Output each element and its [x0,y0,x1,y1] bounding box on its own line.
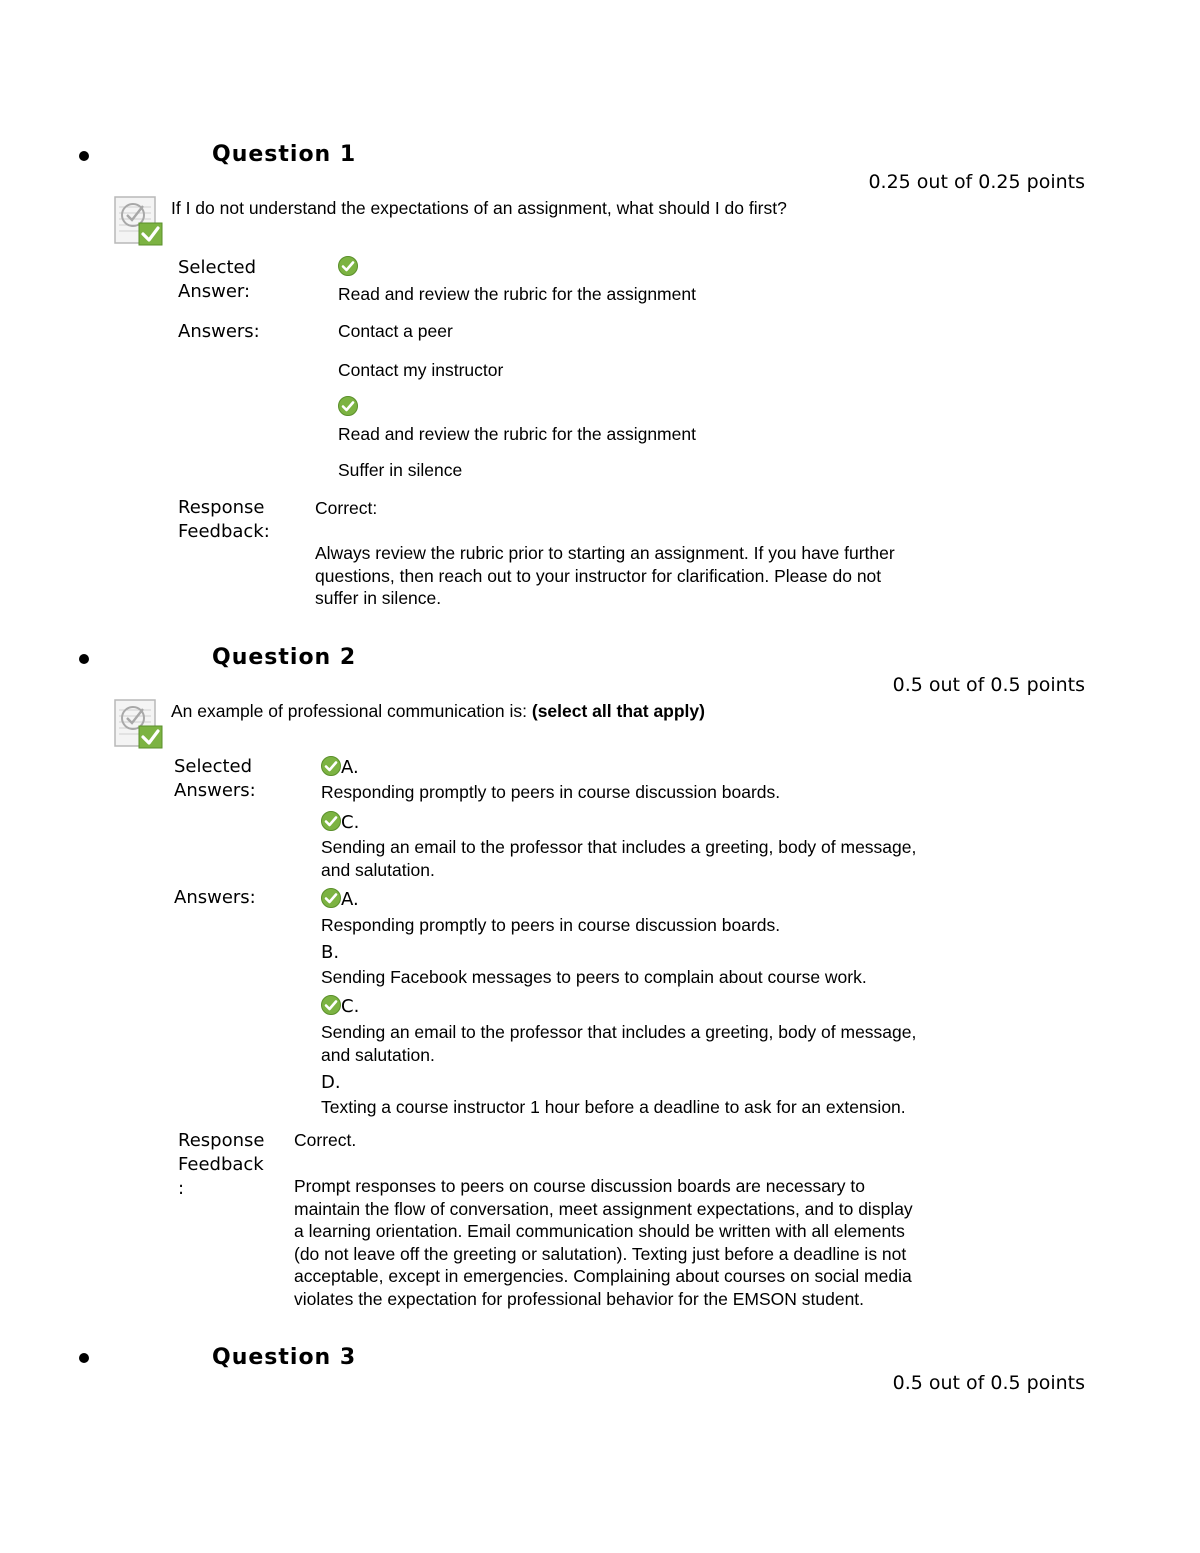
green-checkmark-icon [338,256,358,276]
response-feedback-label: Response Feedback: [178,497,270,542]
answer-option-correct: Sending an email to the professor that includes a greeting, body of message, and salutation. [321,1022,917,1065]
answers-label: Answers: [178,321,260,342]
green-checkmark-icon [321,995,341,1015]
answer-option: Sending Facebook messages to peers to complain about course work. [321,967,867,987]
question-text: If I do not understand the expectations of an assignment, what should I do first? [171,198,787,218]
points-score: 0.25 out of 0.25 points [868,171,1085,193]
answer-option-correct: Read and review the rubric for the assignment [338,424,696,444]
question-title: Question 3 [212,1345,357,1370]
selected-answers-label: Selected Answers: [174,756,256,801]
question-title: Question 2 [212,645,357,670]
selected-answer-text: Sending an email to the professor that includes a greeting, body of message, and salutation. [321,837,917,880]
feedback-status: Correct: [315,498,378,518]
selected-answer-label: Selected Answer: [178,257,257,302]
answer-letter: C. [341,996,360,1017]
answer-option: Contact a peer [338,321,453,341]
green-checkmark-icon [321,811,341,831]
question-text-emphasis: (select all that apply) [531,701,705,721]
answer-option: Texting a course instructor 1 hour before a deadline to ask for an extension. [321,1097,906,1117]
green-checkmark-icon [321,888,341,908]
graded-correct-icon [113,195,165,247]
points-score: 0.5 out of 0.5 points [892,1372,1085,1394]
points-score: 0.5 out of 0.5 points [892,674,1085,696]
list-bullet [79,1353,89,1363]
list-bullet [79,151,89,161]
answer-letter: A. [341,757,359,778]
green-checkmark-icon [321,756,341,776]
response-feedback-label: Response Feedback : [178,1130,265,1199]
green-checkmark-icon [338,396,358,416]
answer-letter: B. [321,942,340,963]
answer-letter: A. [341,889,359,910]
list-bullet [79,654,89,664]
feedback-text: Prompt responses to peers on course discussion boards are necessary to maintain the flow of conversation, meet assignment expectations, and to display a learning orientation. Email communication should be written with all elements (do not leave off the greeting or salutation). Texting just before a deadline is not acceptable, except in emergencies. Complaining about courses on social media violates the expectation for professional behavior for the EMSON student. [294,1176,913,1309]
question-title: Question 1 [212,142,357,167]
answer-letter: D. [321,1072,341,1093]
feedback-text: Always review the rubric prior to starting an assignment. If you have further questions, then reach out to your instructor for clarification. Please do not suffer in silence. [315,543,895,609]
graded-correct-icon [113,698,165,750]
feedback-status: Correct. [294,1130,357,1150]
answer-option: Contact my instructor [338,360,504,380]
answers-label: Answers: [174,887,256,908]
selected-answer-text: Responding promptly to peers in course discussion boards. [321,782,781,802]
answer-letter: C. [341,812,360,833]
question-text: An example of professional communication is: (select all that apply) [171,701,705,721]
answer-option: Suffer in silence [338,460,463,480]
selected-answer-text: Read and review the rubric for the assignment [338,284,696,304]
answer-option-correct: Responding promptly to peers in course discussion boards. [321,915,781,935]
